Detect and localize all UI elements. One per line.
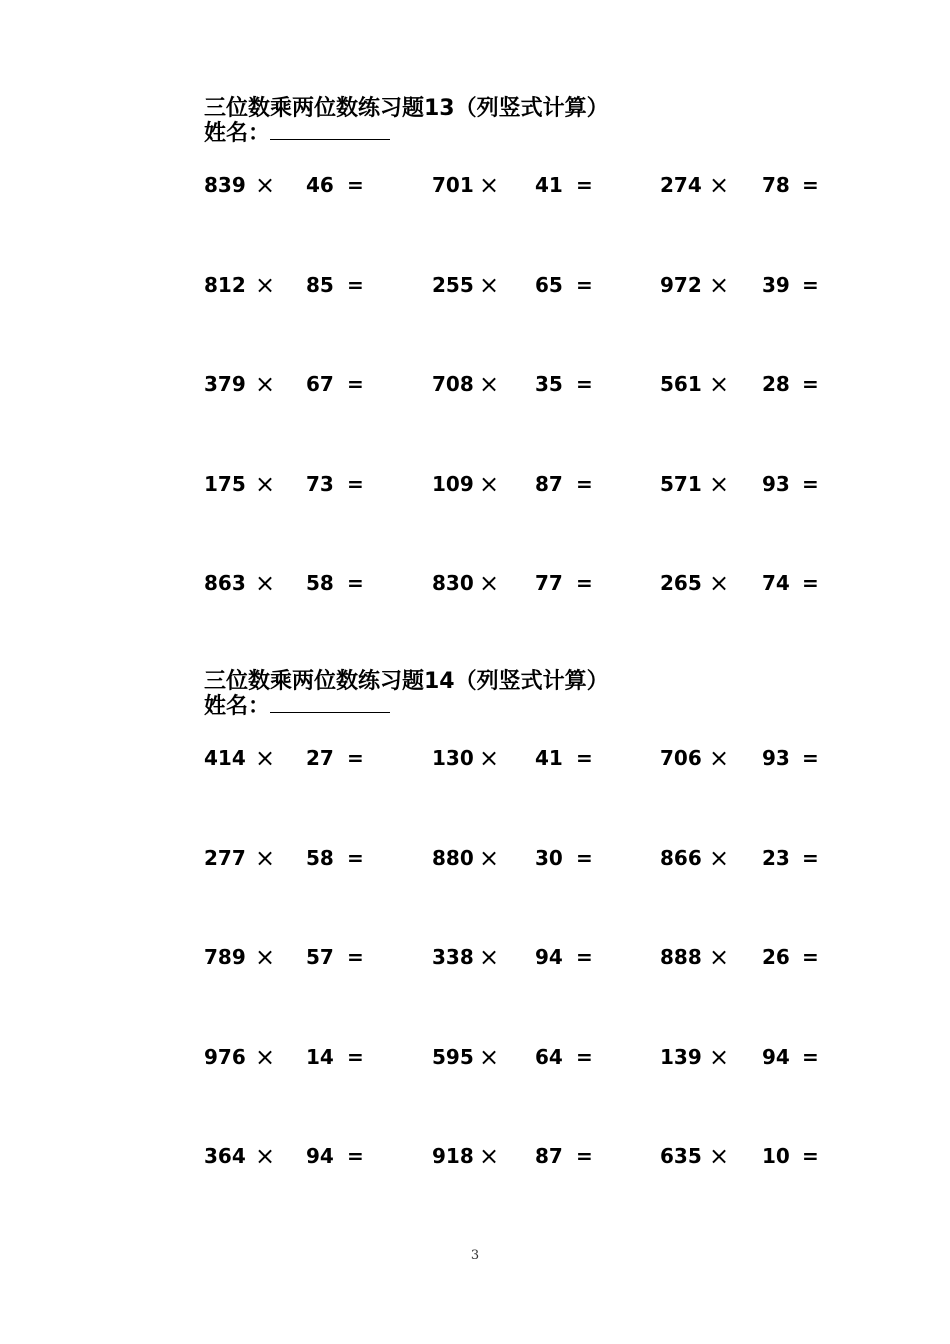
equals-sign: = — [576, 1144, 593, 1168]
times-sign: × — [255, 744, 276, 772]
multiplicand: 595 — [432, 1045, 474, 1069]
times-sign: × — [709, 470, 730, 498]
times-sign: × — [479, 370, 500, 398]
multiplier: 94 — [306, 1144, 334, 1168]
multiplicand: 708 — [432, 372, 474, 396]
name-field-row — [204, 694, 390, 720]
multiplicand: 139 — [660, 1045, 702, 1069]
name-blank-line[interactable] — [270, 694, 390, 713]
problem-row — [0, 370, 950, 398]
multiplicand: 701 — [432, 173, 474, 197]
multiplicand: 338 — [432, 945, 474, 969]
equals-sign: = — [802, 472, 819, 496]
times-sign: × — [255, 569, 276, 597]
multiplier: 10 — [762, 1144, 790, 1168]
equals-sign: = — [576, 372, 593, 396]
name-field-row — [204, 121, 390, 147]
multiplier: 57 — [306, 945, 334, 969]
multiplier: 14 — [306, 1045, 334, 1069]
multiplier: 67 — [306, 372, 334, 396]
multiplier: 78 — [762, 173, 790, 197]
multiplicand: 918 — [432, 1144, 474, 1168]
problem-row — [0, 271, 950, 299]
times-sign: × — [255, 370, 276, 398]
problem-row — [0, 844, 950, 872]
times-sign: × — [709, 844, 730, 872]
equals-sign: = — [802, 173, 819, 197]
multiplicand: 571 — [660, 472, 702, 496]
times-sign: × — [479, 271, 500, 299]
equals-sign: = — [576, 273, 593, 297]
problem-row — [0, 744, 950, 772]
equals-sign: = — [347, 746, 364, 770]
name-label: 姓名： — [204, 121, 271, 146]
times-sign: × — [479, 1142, 500, 1170]
name-blank-line[interactable] — [270, 121, 390, 140]
equals-sign: = — [576, 472, 593, 496]
multiplicand: 830 — [432, 571, 474, 595]
multiplier: 73 — [306, 472, 334, 496]
problem-row — [0, 569, 950, 597]
multiplier: 39 — [762, 273, 790, 297]
multiplicand: 789 — [204, 945, 246, 969]
equals-sign: = — [802, 372, 819, 396]
multiplier: 30 — [535, 846, 563, 870]
multiplicand: 976 — [204, 1045, 246, 1069]
times-sign: × — [479, 470, 500, 498]
equals-sign: = — [347, 173, 364, 197]
times-sign: × — [709, 271, 730, 299]
equals-sign: = — [802, 273, 819, 297]
sheet-title: 三位数乘两位数练习题13（列竖式计算） — [204, 96, 609, 121]
times-sign: × — [479, 1043, 500, 1071]
multiplicand: 175 — [204, 472, 246, 496]
times-sign: × — [255, 1142, 276, 1170]
equals-sign: = — [576, 571, 593, 595]
problem-row — [0, 470, 950, 498]
multiplier: 23 — [762, 846, 790, 870]
problem-row — [0, 943, 950, 971]
equals-sign: = — [347, 945, 364, 969]
multiplier: 87 — [535, 1144, 563, 1168]
times-sign: × — [709, 943, 730, 971]
multiplicand: 274 — [660, 173, 702, 197]
equals-sign: = — [802, 945, 819, 969]
multiplier: 58 — [306, 846, 334, 870]
equals-sign: = — [347, 1045, 364, 1069]
multiplicand: 561 — [660, 372, 702, 396]
equals-sign: = — [802, 571, 819, 595]
times-sign: × — [255, 171, 276, 199]
multiplier: 46 — [306, 173, 334, 197]
equals-sign: = — [576, 846, 593, 870]
equals-sign: = — [576, 173, 593, 197]
multiplicand: 364 — [204, 1144, 246, 1168]
times-sign: × — [255, 271, 276, 299]
equals-sign: = — [802, 1045, 819, 1069]
equals-sign: = — [576, 746, 593, 770]
times-sign: × — [479, 744, 500, 772]
multiplicand: 839 — [204, 173, 246, 197]
multiplier: 87 — [535, 472, 563, 496]
multiplier: 93 — [762, 746, 790, 770]
times-sign: × — [479, 943, 500, 971]
equals-sign: = — [347, 571, 364, 595]
multiplier: 94 — [535, 945, 563, 969]
multiplicand: 109 — [432, 472, 474, 496]
multiplier: 27 — [306, 746, 334, 770]
times-sign: × — [255, 1043, 276, 1071]
multiplicand: 255 — [432, 273, 474, 297]
multiplicand: 880 — [432, 846, 474, 870]
equals-sign: = — [347, 273, 364, 297]
multiplier: 41 — [535, 173, 563, 197]
multiplicand: 863 — [204, 571, 246, 595]
multiplier: 94 — [762, 1045, 790, 1069]
problem-row — [0, 1043, 950, 1071]
equals-sign: = — [347, 1144, 364, 1168]
multiplicand: 277 — [204, 846, 246, 870]
multiplier: 26 — [762, 945, 790, 969]
multiplicand: 706 — [660, 746, 702, 770]
equals-sign: = — [347, 372, 364, 396]
equals-sign: = — [576, 945, 593, 969]
problem-row — [0, 1142, 950, 1170]
multiplicand: 812 — [204, 273, 246, 297]
problem-row — [0, 171, 950, 199]
times-sign: × — [709, 370, 730, 398]
times-sign: × — [709, 171, 730, 199]
multiplier: 65 — [535, 273, 563, 297]
multiplicand: 265 — [660, 571, 702, 595]
times-sign: × — [479, 171, 500, 199]
multiplier: 41 — [535, 746, 563, 770]
equals-sign: = — [802, 1144, 819, 1168]
times-sign: × — [709, 1043, 730, 1071]
multiplicand: 379 — [204, 372, 246, 396]
multiplier: 64 — [535, 1045, 563, 1069]
multiplicand: 414 — [204, 746, 246, 770]
times-sign: × — [709, 744, 730, 772]
equals-sign: = — [802, 846, 819, 870]
multiplier: 58 — [306, 571, 334, 595]
times-sign: × — [255, 943, 276, 971]
multiplicand: 972 — [660, 273, 702, 297]
equals-sign: = — [347, 472, 364, 496]
multiplicand: 866 — [660, 846, 702, 870]
times-sign: × — [479, 569, 500, 597]
multiplier: 77 — [535, 571, 563, 595]
multiplicand: 635 — [660, 1144, 702, 1168]
times-sign: × — [709, 1142, 730, 1170]
times-sign: × — [255, 470, 276, 498]
sheet-title: 三位数乘两位数练习题14（列竖式计算） — [204, 669, 609, 694]
times-sign: × — [709, 569, 730, 597]
multiplier: 85 — [306, 273, 334, 297]
multiplier: 93 — [762, 472, 790, 496]
multiplier: 35 — [535, 372, 563, 396]
multiplicand: 888 — [660, 945, 702, 969]
times-sign: × — [255, 844, 276, 872]
name-label: 姓名： — [204, 694, 271, 719]
equals-sign: = — [576, 1045, 593, 1069]
times-sign: × — [479, 844, 500, 872]
multiplicand: 130 — [432, 746, 474, 770]
equals-sign: = — [347, 846, 364, 870]
page-number: 3 — [470, 1248, 480, 1263]
equals-sign: = — [802, 746, 819, 770]
multiplier: 28 — [762, 372, 790, 396]
multiplier: 74 — [762, 571, 790, 595]
